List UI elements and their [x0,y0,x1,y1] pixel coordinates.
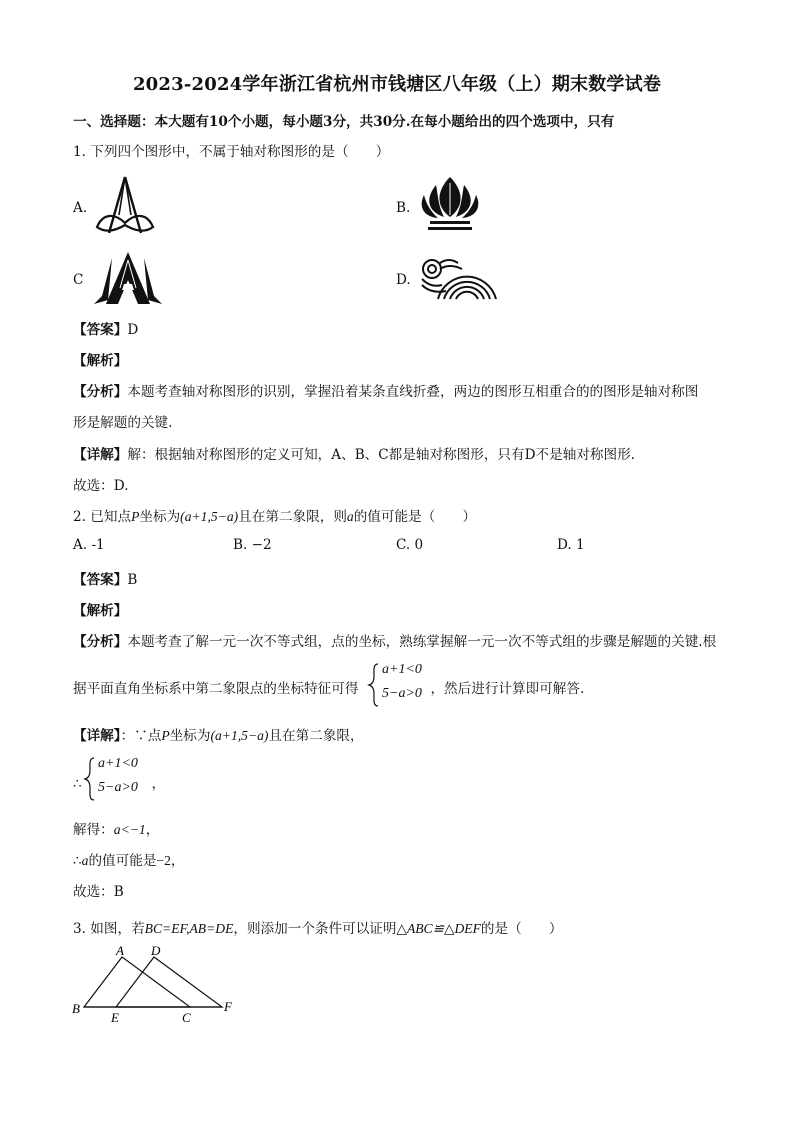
q1-choice: 故选：D. [73,478,129,494]
q1-figure-a [95,175,155,235]
q1-answer-value: D [127,322,139,338]
q2-sys2-row1: a+1<0 [98,756,138,771]
q2-fenxi-text: 本题考查了解一元一次不等式组，点的坐标，熟练掌握解一元一次不等式组的步骤是解题的关键.根 [127,634,717,650]
q1-option-d-label: D. [396,272,411,288]
q1-fenxi-text: 本题考查轴对称图形的识别，掌握沿着某条直线折叠，两边的图形互相重合的的图形是轴对称图 [127,384,699,400]
q2-therefore: ∴ [73,776,82,792]
q1-fenxi-line2: 形是解题的关键. [73,415,173,431]
q2-detail [73,724,364,744]
q2-detail-tag: 【详解】 [73,728,121,744]
q1-option-a-label: A. [73,200,88,216]
label-f: F [224,999,232,1014]
q2-solve-line [73,818,159,838]
triangle-abc [84,957,190,1007]
q2-coords: (a+1,5−a) [180,509,239,524]
q2-detail-coords: (a+1,5−a) [210,728,269,743]
q2-fenxi-line2 [73,677,584,697]
q2-option-a: A. -1 [73,537,105,553]
q2-var: a [346,509,354,524]
q2-detail-pre: ：∵点 [120,728,162,744]
q1-answer-tag: 【答案】 [73,322,128,338]
label-e: E [111,1010,119,1025]
q1-fenxi-line1 [73,380,698,400]
q3-stem-mid: ，则添加一个条件可以证明 [233,921,397,937]
q2-analysis-heading: 【解析】 [73,603,128,619]
q2-stem-mid2: 且在第二象限，则 [238,509,347,525]
q2-choice: 故选：B [73,884,124,900]
q2-inequality-system-2 [84,756,154,802]
q3-congruence: △ABC≌△DEF [396,921,481,936]
q2-fenxi-line2-post: ，然后进行计算即可解答. [430,681,585,697]
q2-detail-point: P [161,728,170,743]
q2-solve-end: ， [145,822,160,838]
q2-option-d: D. 1 [557,537,585,553]
q2-stem-pre: 2. 已知点 [73,509,132,525]
section-heading: 一、选择题：本大题有10个小题，每小题3分，共30分.在每小题给出的四个选项中，只有 [73,114,615,130]
q2-stem-post: 的值可能是（ ） [353,509,477,525]
q2-possible-post: 的值可能是 [88,853,157,869]
q2-detail-post: 且在第二象限， [268,728,364,744]
q2-fenxi-line1 [73,630,716,650]
q2-sys1-row1: a+1<0 [382,662,422,677]
q2-solve-label: 解得： [73,822,114,838]
q2-sys2-row2: 5−a>0 [98,780,138,795]
q2-point: P [131,509,140,524]
q1-figure-c [92,250,164,306]
q2-answer-value: B [127,572,138,588]
page-title: 2023-2024学年浙江省杭州市钱塘区八年级（上）期末数学试卷 [132,74,662,95]
q1-figure-b [418,175,482,233]
label-c: C [182,1010,191,1025]
q1-stem: 1. 下列四个图形中，不属于轴对称图形的是（ ） [73,144,390,160]
q1-analysis-heading: 【解析】 [73,353,128,369]
q1-detail-text: 解：根据轴对称图形的定义可知，A、B、C都是轴对称图形，只有D不是轴对称图形. [127,447,635,463]
q2-answer [73,568,137,588]
q3-triangle-figure [70,945,240,1025]
q2-sys1-row2: 5−a>0 [382,686,422,701]
q3-stem-post: 的是（ ） [480,921,563,937]
q3-conditions: BC=EF,AB=DE [144,921,234,936]
q2-answer-tag: 【答案】 [73,572,128,588]
q2-possible-var: a [81,853,89,868]
q2-solve-value: a<−1 [113,822,146,837]
q1-detail-tag: 【详解】 [73,447,128,463]
q1-figure-d [418,255,498,301]
q2-possible-pre: ∴ [73,853,82,869]
brace-icon [368,662,380,708]
q2-fenxi-tag: 【分析】 [73,634,128,650]
q2-possible-end: ， [170,853,185,869]
q2-possible-value: −2 [156,853,171,868]
q3-stem-pre: 3. 如图，若 [73,921,145,937]
q1-detail [73,443,635,463]
q2-possible-line [73,849,184,869]
q1-option-b-label: B. [396,200,411,216]
label-b: B [72,1001,80,1016]
q2-option-c: C. 0 [396,537,424,553]
q3-stem [73,917,562,937]
q2-detail-mid: 坐标为 [169,728,211,744]
q2-stem-mid: 坐标为 [139,509,181,525]
q2-therefore-comma: ， [151,776,166,792]
q2-stem [73,505,476,525]
q1-answer [73,318,138,338]
label-d: D [151,943,161,958]
q2-inequality-system-1 [368,662,438,708]
label-a: A [116,943,124,958]
q2-fenxi-line2-pre: 据平面直角坐标系中第二象限点的坐标特征可得 [73,681,359,697]
brace-icon [84,756,96,802]
q1-fenxi-tag: 【分析】 [73,384,128,400]
q1-option-c-label: C [73,272,84,288]
q2-option-b: B. −2 [233,537,272,553]
